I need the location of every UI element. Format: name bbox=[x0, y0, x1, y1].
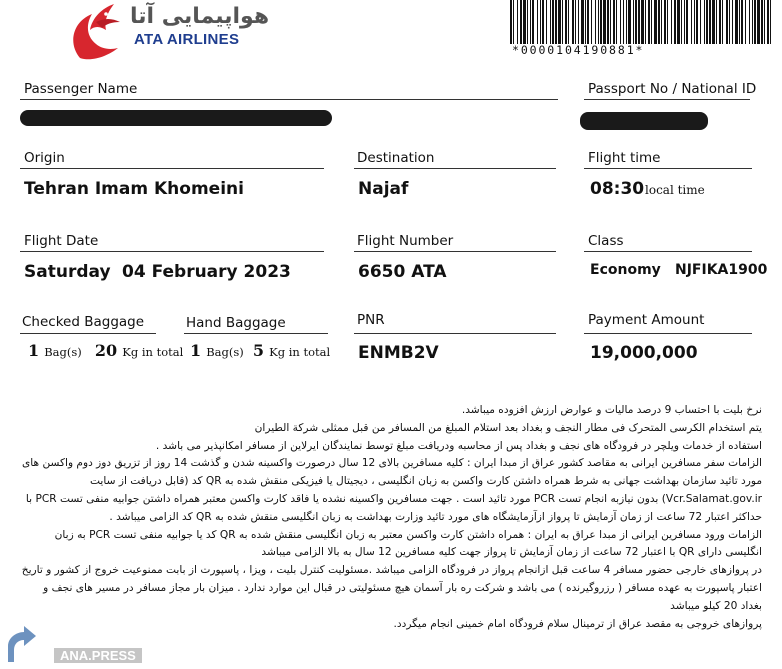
divider bbox=[20, 333, 156, 334]
divider bbox=[20, 168, 324, 169]
brand-name-english: ATA AIRLINES bbox=[134, 31, 240, 48]
destination-value: Najaf bbox=[358, 179, 409, 199]
passenger-name-label: Passenger Name bbox=[24, 81, 138, 97]
flight-number-value: 6650 ATA bbox=[358, 262, 447, 282]
hand-bags-count: 1 bbox=[190, 341, 202, 360]
hand-bags-unit: Bag(s) bbox=[206, 345, 244, 359]
class-code: NJFIKA1900 bbox=[675, 262, 768, 278]
class-value: Economy bbox=[590, 262, 661, 278]
divider bbox=[584, 99, 750, 100]
local-time-note: local time bbox=[645, 183, 705, 197]
checked-kg-count: 20 bbox=[94, 341, 118, 360]
terms-paragraph: الزامات ورود مسافرین ایرانی از مبدا عراق به ایران : همراه داشتن کارت واکسن معتبر به زبان انگلیسی منقش شده به QR کد یا جوابیه منفی تست PCR به زبان انگلیسی دارای QR با اعتبار 72 ساعت از زمان آزمایش تا پرواز جهت کلیه مسافرین 12 سال به بالا الزامی میباشد bbox=[54, 528, 762, 559]
terms-paragraph: در پروازهای خارجی حضور مسافر 4 ساعت قبل ازانجام پرواز در فرودگاه الزامی میباشد .مسئولیت کنترل بلیت ، ویزا ، پاسپورت از بابت ممنوعیت خروج از کشور و تاریخ اعتبار پاسپورت به عهده مسافر ( رزروگیرنده ) می باشد و شرکت ره بار آسمان هیچ مسئولیتی در قبال این موارد ندارد . میزان بار مجاز مسافر در مسیر های نجف و بغداد 20 کیلو میباشد bbox=[21, 564, 762, 612]
terms-paragraph: استفاده از خدمات ویلچر در فرودگاه های نجف و بغداد پس از محاسبه ودریافت مبلغ توسط نمایندگان ایرلاین از مسافر امکانپذیر می باشد . bbox=[155, 439, 762, 452]
ata-airlines-logo bbox=[62, 0, 122, 60]
origin-label: Origin bbox=[24, 150, 65, 166]
hand-kg-unit: Kg in total bbox=[269, 345, 331, 359]
payment-value: 19,000,000 bbox=[590, 343, 698, 363]
divider bbox=[354, 333, 556, 334]
origin-value: Tehran Imam Khomeini bbox=[24, 179, 244, 199]
hand-baggage-value bbox=[190, 341, 330, 360]
checked-bags-count: 1 bbox=[28, 341, 40, 360]
divider bbox=[20, 99, 558, 100]
checked-baggage-value bbox=[28, 341, 183, 360]
brand-name-persian: هواپیمایی آتا bbox=[130, 4, 270, 29]
flight-date-label: Flight Date bbox=[24, 233, 99, 249]
checked-bags-unit: Bag(s) bbox=[44, 345, 82, 359]
hand-kg-count: 5 bbox=[252, 341, 265, 360]
terms-paragraph: نرخ بلیت با احتساب 9 درصد مالیات و عوارض ارزش افزوده میباشد. bbox=[461, 404, 762, 416]
checked-baggage-label: Checked Baggage bbox=[22, 314, 145, 330]
divider bbox=[184, 333, 328, 334]
barcode bbox=[510, 0, 772, 44]
passport-label: Passport No / National ID bbox=[588, 81, 757, 97]
payment-label: Payment Amount bbox=[588, 312, 705, 328]
terms-paragraph: الزامات سفر مسافرین ایرانی به مقاصد کشور عراق از مبدا ایران : کلیه مسافرین بالای 12 سال درصورت واکسینه شدن و گذشت 14 روز از تزریق دوز دوم واکسن های مورد تائید سازمان بهداشت جهانی به شرط همراه داشتن کارت واکسن به زبان انگلیسی ، دیجیتال یا فیزیکی منقش شده به QR کد (قابل دریافت از سایت Vcr.Salamat.gov.ir) بدون نیازبه انجام تست PCR مورد تائید است . جهت مسافرین واکسینه نشده یا فاقد کارت واکسن معتبر همراه داشتن جوابیه منفی تست PCR با حداکثر اعتبار 72 ساعت از زمان آزمایش تا پرواز ازآزمایشگاه های مورد تائید وزارت بهداشت به زبان انگلیسی منقش شده به QR کد الزامی میباشد . bbox=[21, 457, 762, 523]
divider bbox=[584, 251, 752, 252]
pnr-label: PNR bbox=[357, 312, 385, 328]
terms-and-conditions bbox=[20, 402, 762, 633]
divider bbox=[584, 333, 752, 334]
watermark-logo-icon bbox=[4, 624, 40, 664]
flight-number-label: Flight Number bbox=[357, 233, 454, 249]
divider bbox=[354, 168, 556, 169]
checked-kg-unit: Kg in total bbox=[122, 345, 184, 359]
barcode-number: *0000104190881* bbox=[512, 43, 645, 57]
pnr-value: ENMB2V bbox=[358, 343, 439, 363]
divider bbox=[584, 168, 752, 169]
flight-day-value: Saturday bbox=[24, 262, 111, 282]
divider bbox=[20, 251, 324, 252]
redacted-passport-number bbox=[580, 112, 708, 130]
flight-date-value: 04 February 2023 bbox=[122, 262, 291, 282]
divider bbox=[354, 251, 556, 252]
destination-label: Destination bbox=[357, 150, 435, 166]
class-label: Class bbox=[588, 233, 624, 249]
hand-baggage-label: Hand Baggage bbox=[186, 315, 286, 331]
flight-time-value: 08:30 bbox=[590, 179, 645, 199]
redacted-passenger-name bbox=[20, 110, 332, 126]
terms-paragraph: پروازهای خروجی به مقصد عراق از ترمینال سلام فرودگاه امام خمینی انجام میگردد. bbox=[393, 617, 762, 630]
watermark-text: ANA.PRESS bbox=[54, 648, 142, 663]
flight-time-label: Flight time bbox=[588, 150, 661, 166]
terms-paragraph: یتم استخدام الکرسی المتحرک فی مطار النجف و بغداد بعد استلام المبلغ من المسافر من قبل ممثلی شرکة الطیران bbox=[254, 421, 762, 434]
